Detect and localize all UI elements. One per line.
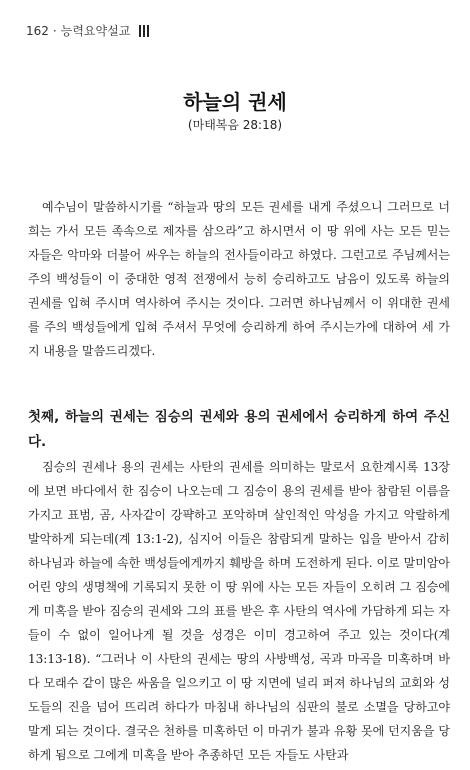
scripture-reference: (마태복음 28:18) [187,118,283,132]
section-heading: 첫째, 하늘의 권세는 짐승의 권세와 용의 권세에서 승리하게 하여 주신다. [28,409,450,450]
bars-icon [139,25,149,37]
intro-paragraph: 예수님이 말씀하시기를 “하늘과 땅의 모든 권세를 내게 주셨으니 그러므로 너희는 가서 모든 족속으로 제자를 삼으라”고 하시면서 이 땅 위에 사는 모든 믿는 자들은 악마와 더불어 싸우는 하늘의 전사들이라고 하였다. 그런고로 주님께서는 주의 백성들이 이 중대한 영적 전쟁에서 능히 승리하고도 남음이 있도록 하늘의 권세를 입혀 주시며 역사하여 주시는 것이다. 그러면 하나님께서 이 위대한 권세를 주의 백성들에게 입혀 주셔서 무엇에 승리하게 하여 주시는가에 대하여 세 가지 내용을 말씀드리겠다. [28,200,450,358]
book-title: 능력요약설교 [60,24,131,38]
page-title: 하늘의 권세 [183,90,287,114]
running-head-separator: · [52,23,57,38]
running-head [26,22,149,39]
body-paragraph: 짐승의 권세나 용의 권세는 사탄의 권세를 의미하는 말로서 요한계시록 13장에 보면 바다에서 한 짐승이 나오는데 그 짐승이 용의 권세를 받아 참람된 이름을 가지고 표범, 곰, 사자같이 강퍅하고 포악하며 살인적인 악성을 가지고 악랄하게 발악하게 되는데(계 13:1-2), 심지어 이들은 참람되게 말하는 입을 받아서 감히 하나님과 하늘에 속한 백성들에게까지 훼방을 하며 도전하게 된다. 이로 말미암아 어린 양의 생명책에 기록되지 못한 이 땅 위에 사는 모든 자들이 오히려 그 짐승에게 미혹을 받아 짐승의 권세와 그의 표를 받은 후 사탄의 역사에 가담하게 되는 자들이 수 없이 일어나게 될 것을 성경은 이미 경고하여 주고 있는 것이다(계 13:13-18). “그러나 이 사탄의 권세는 땅의 사방백성, 곡과 마곡을 미혹하며 바다 모래수 같이 많은 싸움을 일으키고 이 땅 지면에 널리 퍼져 하나님의 교회와 성도들의 진을 넘어 뜨리려 하다가 마침내 하나님의 심판의 불로 소멸을 당하고야 말게 되는 것이다. 결국은 천하를 미혹하던 이 마귀가 불과 유황 못에 던지움을 당하게 됨으로 그에게 미혹을 받아 추종하던 모든 자들도 사탄과 [28,460,450,762]
page-number: 162 [26,23,49,38]
